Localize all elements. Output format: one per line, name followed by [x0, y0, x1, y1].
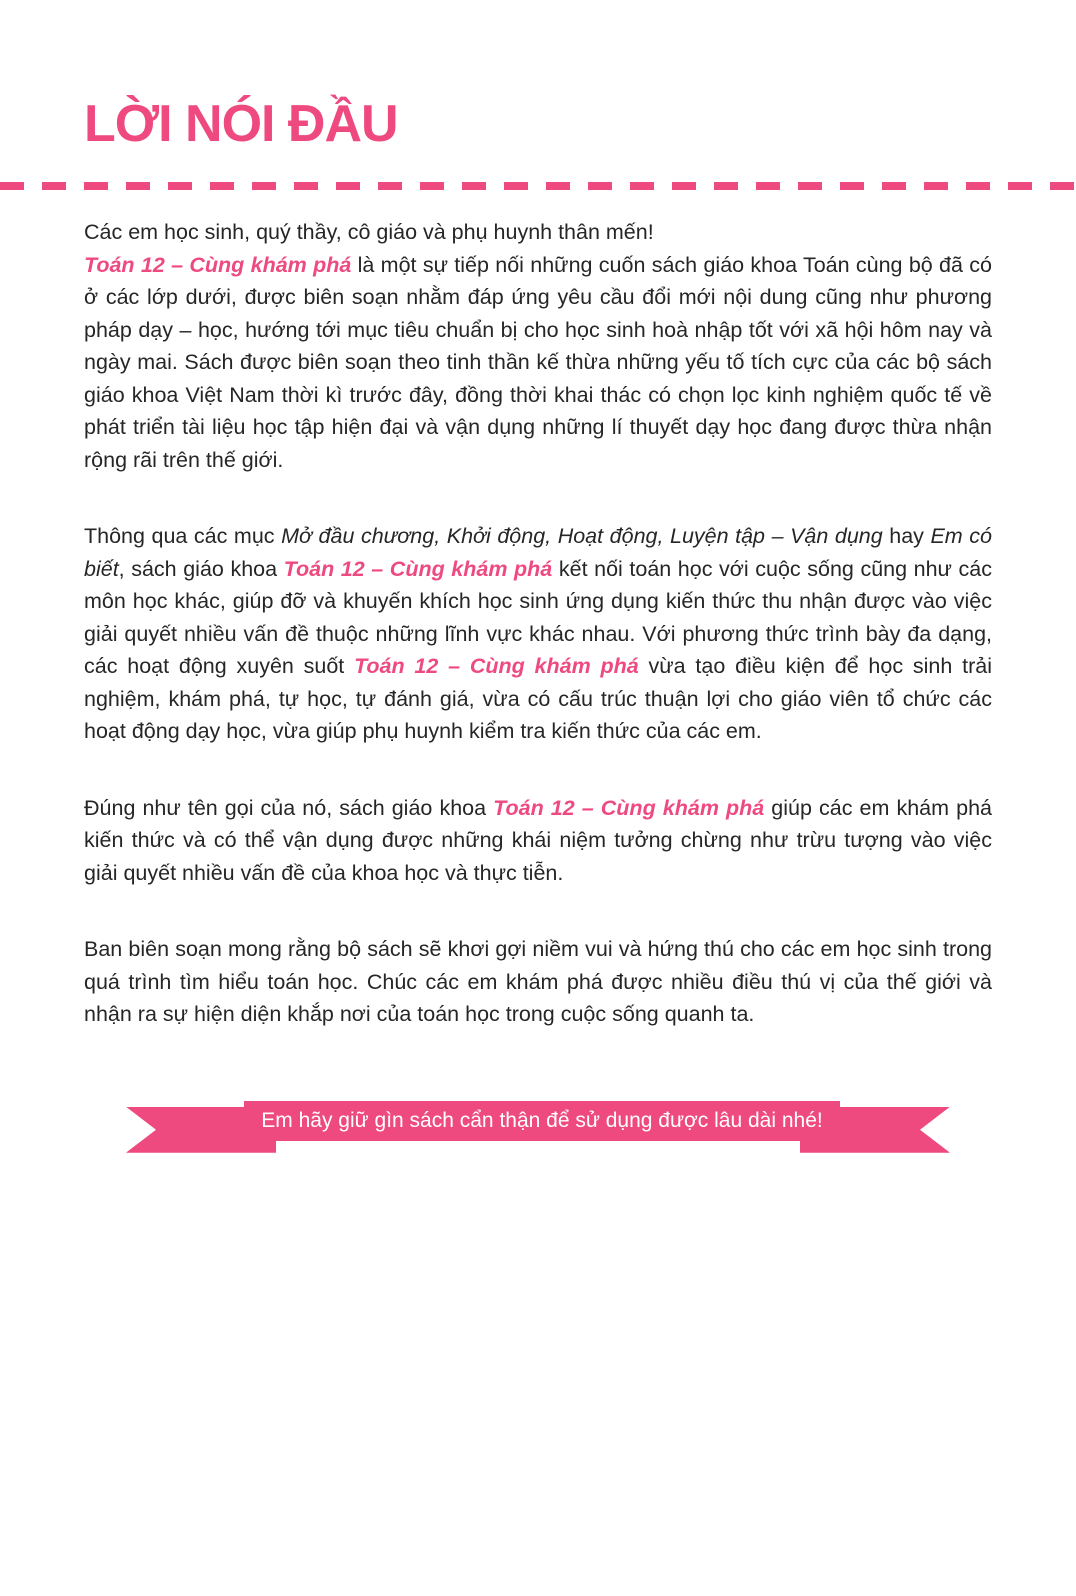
- text-run: Các em học sinh, quý thầy, cô giáo và phụ huynh thân mến!: [84, 220, 654, 245]
- text-run: vừa tạo điều kiện để học sinh trải nghiệm, khám phá, tự học, tự đánh giá, vừa có cấu trúc thuận lợi cho giáo viên tổ chức các hoạt động dạy học, vừa giúp phụ huynh kiểm tra kiến thức của các em.: [84, 654, 992, 744]
- book-title-text: Toán 12 – Cùng khám phá: [493, 795, 765, 820]
- text-run: Ban biên soạn mong rằng bộ sách sẽ khơi gợi niềm vui và hứng thú cho các em học sinh trong quá trình tìm hiểu toán học. Chúc các em khám phá được nhiều điều thú vị của thế giới và nhận ra sự hiện diện khắp nơi của toán học trong cuộc sống quanh ta.: [84, 937, 992, 1027]
- text-run: giúp các em khám phá kiến thức và có thể vận dụng được những khái niệm tưởng chừng như trừu tượng vào việc giải quyết nhiều vấn đề của khoa học và thực tiễn.: [84, 795, 992, 885]
- book-title-text: Toán 12 – Cùng khám phá: [84, 252, 352, 277]
- text-run: Đúng như tên gọi của nó, sách giáo khoa: [84, 795, 494, 820]
- text-run: kết nối toán học với cuộc sống cũng như các môn học khác, giúp đỡ và khuyến khích học sinh ứng dụng kiến thức thu nhận được vào việc giải quyết nhiều vấn đề thuộc những lĩnh vực khác nhau. Với phương thức trình bày đa dạng, các hoạt động xuyên suốt: [84, 556, 992, 679]
- text-run: là một sự tiếp nối những cuốn sách giáo khoa Toán cùng bộ đã có ở các lớp dưới, được biên soạn nhằm đáp ứng yêu cầu đổi mới nội dung cũng như phương pháp dạy – học, hướng tới mục tiêu chuẩn bị cho học sinh hoà nhập tốt với xã hội hôm nay và ngày mai. Sách được biên soạn theo tinh thần kế thừa những yếu tố tích cực của các bộ sách giáo khoa Việt Nam thời kì trước đây, đồng thời khai thác có chọn lọc kinh nghiệm quốc tế về phát triển tài liệu học tập hiện đại và vận dụng những lí thuyết dạy học đang được thừa nhận rộng rãi trên thế giới.: [84, 252, 992, 472]
- paragraph-3: [84, 792, 992, 890]
- text-run: , sách giáo khoa: [118, 556, 284, 581]
- paragraph-2: [84, 520, 992, 748]
- text-run: hay: [882, 524, 931, 549]
- paragraph-1: [84, 249, 992, 477]
- text-run: Thông qua các mục: [84, 524, 282, 549]
- ribbon-banner: [126, 1101, 950, 1155]
- dashed-divider: [0, 182, 1076, 190]
- preface-page: [0, 96, 1076, 1155]
- greeting-line: [84, 216, 992, 249]
- text-run: Em có biết: [84, 524, 992, 581]
- book-title-text: Toán 12 – Cùng khám phá: [354, 654, 639, 679]
- book-title-text: Toán 12 – Cùng khám phá: [283, 556, 553, 581]
- text-run: Mở đầu chương, Khởi động, Hoạt động, Luyện tập – Vận dụng: [281, 524, 883, 549]
- ribbon-text: Em hãy giữ gìn sách cẩn thận để sử dụng được lâu dài nhé!: [261, 1108, 823, 1132]
- paragraph-4: [84, 933, 992, 1031]
- page-title: LỜI NÓI ĐẦU: [84, 95, 398, 153]
- preface-content: [84, 216, 992, 1031]
- ribbon-band: [244, 1101, 840, 1141]
